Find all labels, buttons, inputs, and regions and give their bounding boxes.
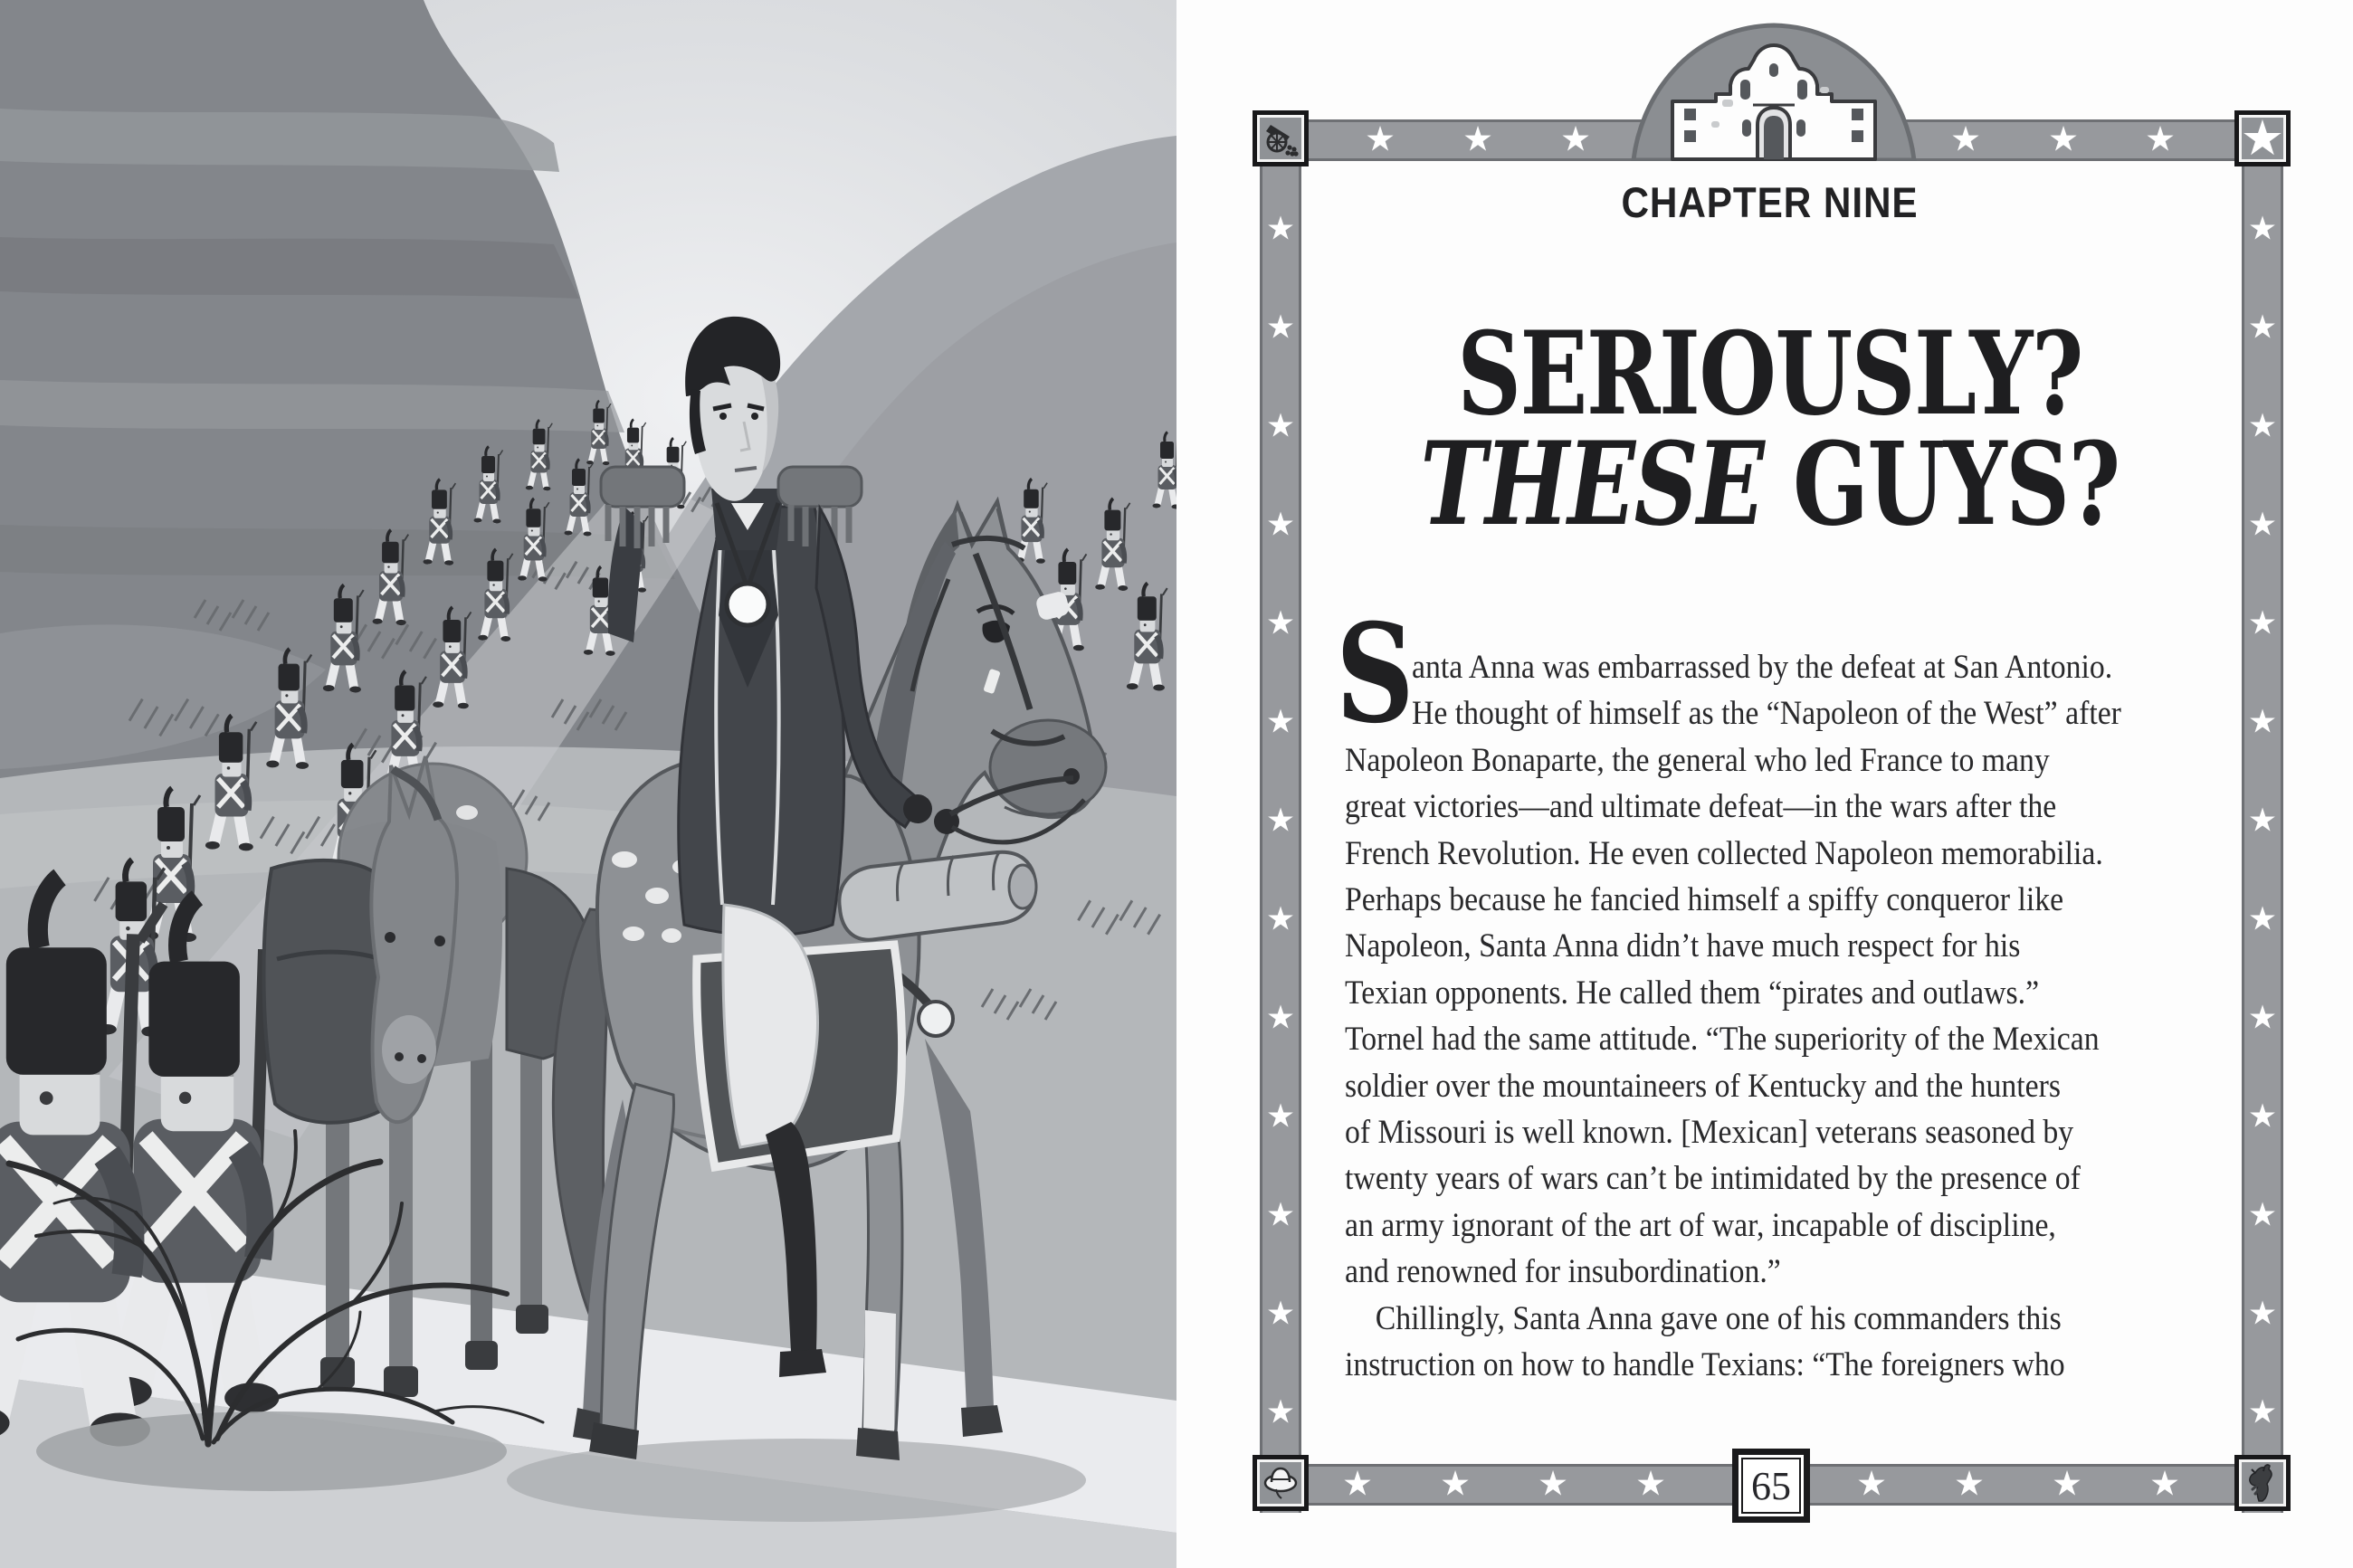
border-star-icon: ★ (1953, 1463, 1986, 1504)
border-star-icon: ★ (1462, 119, 1494, 159)
border-star-icon: ★ (1265, 900, 1296, 938)
border-star-icon: ★ (1364, 119, 1396, 159)
border-star-icon: ★ (1265, 1098, 1296, 1136)
title-line-1: SERIOUSLY? (1457, 307, 2082, 441)
border-star-icon: ★ (1537, 1463, 1569, 1504)
body-line: Texian opponents. He called them “pirates and outlaws.” (1345, 974, 2040, 1012)
border-star-icon: ★ (2047, 119, 2080, 159)
border-star-icon: ★ (1265, 703, 1296, 741)
medal (727, 584, 768, 625)
chapter-heading: CHAPTER NINE (1621, 178, 1919, 226)
border-star-icon: ★ (2247, 506, 2278, 544)
border-star-icon: ★ (2247, 703, 2278, 741)
border-star-icon: ★ (1265, 1393, 1296, 1431)
page-number: 65 (1741, 1458, 1801, 1514)
border-star-icon: ★ (2144, 119, 2177, 159)
border-star-icon: ★ (2247, 309, 2278, 347)
body-text (1345, 644, 2214, 1389)
border-star-icon: ★ (2148, 1463, 2181, 1504)
bush-shadow (36, 1411, 507, 1491)
corner-box-top-left (1253, 110, 1309, 166)
border-star-icon: ★ (1341, 1463, 1374, 1504)
body-line: twenty years of wars can’t be intimidated by the presence of (1345, 1160, 2081, 1198)
horse-sock (863, 1310, 896, 1431)
body-line: He thought of himself as the “Napoleon of the West” after (1412, 695, 2121, 733)
drop-cap: S (1336, 594, 1415, 754)
body-line: Napoleon Bonaparte, the general who led France to many (1345, 741, 2050, 779)
desert-march-illustration (0, 0, 1176, 1568)
border-star-icon: ★ (1265, 802, 1296, 840)
chapter-title (1261, 307, 2279, 551)
corner-box-bottom-right (2234, 1455, 2291, 1511)
border-star-icon: ★ (1855, 1463, 1888, 1504)
corner-box-bottom-left (1253, 1455, 1309, 1511)
hat-icon (1262, 1464, 1300, 1502)
border-star-icon: ★ (1559, 119, 1592, 159)
star-icon: ★ (2240, 109, 2285, 166)
border-star-icon: ★ (2247, 1098, 2278, 1136)
body-line: Perhaps because he fancied himself a spiffy conqueror like (1345, 881, 2064, 919)
border-star-icon: ★ (2247, 1295, 2278, 1333)
title-line-2: THESE GUYS? (1420, 417, 2120, 551)
border-star-icon: ★ (1949, 119, 1982, 159)
border-star-icon: ★ (1265, 1196, 1296, 1234)
border-star-icon: ★ (1265, 407, 1296, 445)
alamo-icon (1624, 14, 1923, 161)
breast-medallion (919, 1002, 953, 1036)
body-line: Chillingly, Santa Anna gave one of his commanders this (1345, 1299, 2062, 1337)
cannon-icon (1262, 119, 1300, 157)
border-star-icon: ★ (2247, 1196, 2278, 1234)
border-star-icon: ★ (2247, 210, 2278, 248)
body-line: of Missouri is well known. [Mexican] veterans seasoned by (1345, 1114, 2074, 1152)
border-star-icon: ★ (1634, 1463, 1667, 1504)
border-star-icon: ★ (2247, 407, 2278, 445)
rearing-horse-icon (2243, 1464, 2282, 1502)
body-line: instruction on how to handle Texians: “The foreigners who (1345, 1346, 2065, 1384)
border-star-icon: ★ (2051, 1463, 2083, 1504)
border-star-icon: ★ (2247, 802, 2278, 840)
corner-box-top-right (2234, 110, 2291, 166)
border-star-icon: ★ (1265, 309, 1296, 347)
body-line: Napoleon, Santa Anna didn’t have much respect for his (1345, 927, 2021, 965)
border-star-icon: ★ (1265, 506, 1296, 544)
border-star-icon: ★ (2247, 604, 2278, 642)
body-line: anta Anna was embarrassed by the defeat at San Antonio. (1412, 649, 2113, 686)
border-star-icon: ★ (2247, 900, 2278, 938)
border-star-icon: ★ (1265, 604, 1296, 642)
body-line: Tornel had the same attitude. “The superiority of the Mexican (1345, 1021, 2100, 1059)
horse-muzzle (990, 720, 1106, 814)
page-number-box (1732, 1449, 1810, 1523)
border-star-icon: ★ (2247, 999, 2278, 1037)
body-line: French Revolution. He even collected Napoleon memorabilia. (1345, 834, 2103, 872)
border-star-icon: ★ (1265, 1295, 1296, 1333)
border-star-icon: ★ (1265, 999, 1296, 1037)
body-line: soldier over the mountaineers of Kentucky and the hunters (1345, 1067, 2062, 1105)
body-line: great victories—and ultimate defeat—in the wars after the (1345, 788, 2057, 826)
body-line: an army ignorant of the art of war, incapable of discipline, (1345, 1206, 2056, 1244)
text-page (1176, 0, 2353, 1568)
border-star-icon: ★ (1439, 1463, 1472, 1504)
border-star-icon: ★ (2247, 1393, 2278, 1431)
illustration-page (0, 0, 1176, 1568)
body-line: and renowned for insubordination.” (1345, 1253, 1781, 1291)
border-star-icon: ★ (1265, 210, 1296, 248)
